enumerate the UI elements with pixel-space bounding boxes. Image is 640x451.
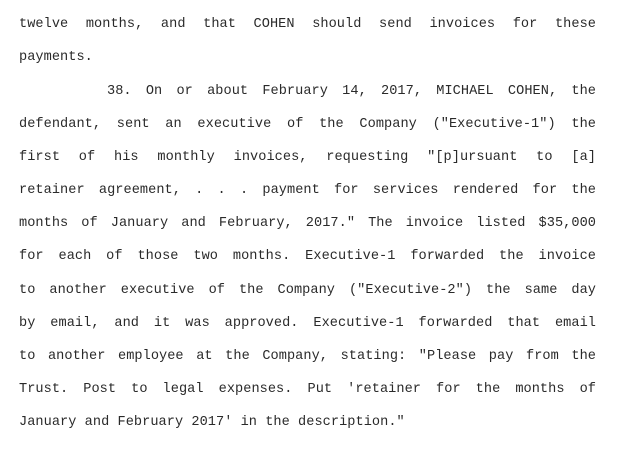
paragraph-38-line-8: by email, and it was approved. Executive-1 forwarded that email bbox=[19, 316, 596, 331]
paragraph-38-line-9: to another employee at the Company, stating: "Please pay from the bbox=[19, 349, 596, 364]
paragraph-37-line-2: payments. bbox=[19, 50, 93, 65]
paragraph-38-line-11: January and February 2017' in the description." bbox=[19, 415, 405, 430]
paragraph-37-line-1: twelve months, and that COHEN should send invoices for these bbox=[19, 17, 596, 32]
paragraph-38-line-6: for each of those two months. Executive-1 forwarded the invoice bbox=[19, 249, 596, 264]
paragraph-38-line-2: defendant, sent an executive of the Company ("Executive-1") the bbox=[19, 117, 596, 132]
paragraph-38-line-5: months of January and February, 2017." The invoice listed $35,000 bbox=[19, 216, 596, 231]
paragraph-38-line-3: first of his monthly invoices, requesting "[p]ursuant to [a] bbox=[19, 150, 596, 165]
paragraph-38-line-7: to another executive of the Company ("Executive-2") the same day bbox=[19, 283, 596, 298]
paragraph-38-line-10: Trust. Post to legal expenses. Put 'retainer for the months of bbox=[19, 382, 596, 397]
paragraph-38-line-4: retainer agreement, . . . payment for services rendered for the bbox=[19, 183, 596, 198]
paragraph-38-line-1: 38. On or about February 14, 2017, MICHAEL COHEN, the bbox=[107, 84, 596, 99]
